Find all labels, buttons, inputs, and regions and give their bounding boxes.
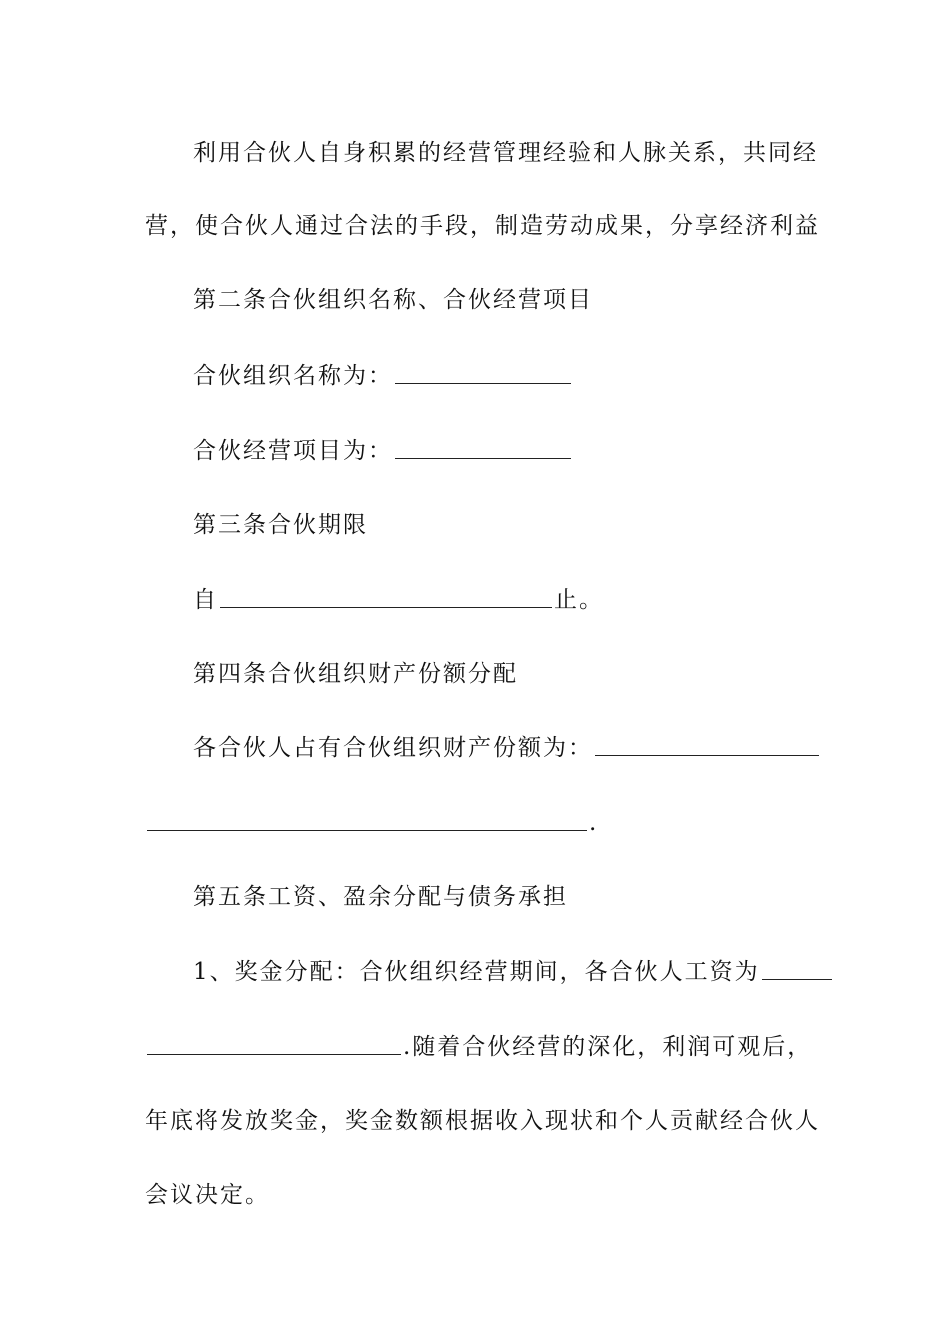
- share-label: 各合伙人占有合伙组织财产份额为：: [193, 735, 593, 761]
- share-end-mark: .: [589, 810, 599, 836]
- bonus-line2: [145, 1027, 812, 1067]
- term-period-blank[interactable]: [220, 581, 552, 608]
- bonus-line3: 年底将发放奖金，奖金数额根据收入现状和个人贡献经合伙人: [145, 1108, 820, 1134]
- article4-heading: 第四条合伙组织财产份额分配: [193, 661, 518, 687]
- org-name-blank[interactable]: [395, 357, 571, 384]
- term-from-label: 自: [193, 587, 218, 613]
- bonus-label: 1、奖金分配：合伙组织经营期间，各合伙人工资为: [193, 959, 760, 985]
- share-line-2: [145, 803, 598, 843]
- share-blank-2[interactable]: [147, 804, 587, 831]
- salary-blank-1[interactable]: [762, 953, 832, 980]
- para1-line2: 营，使合伙人通过合法的手段，制造劳动成果，分享经济利益: [145, 213, 820, 239]
- bonus-line2-text: .随着合伙经营的深化，利润可观后，: [403, 1034, 813, 1060]
- bonus-line4: 会议决定。: [145, 1182, 270, 1208]
- salary-blank-2[interactable]: [147, 1028, 401, 1055]
- org-name-label: 合伙组织名称为：: [193, 363, 393, 389]
- project-line: [193, 431, 573, 471]
- share-line: [193, 728, 821, 768]
- share-blank-1[interactable]: [595, 729, 819, 756]
- article2-heading: 第二条合伙组织名称、合伙经营项目: [193, 287, 593, 313]
- article3-heading: 第三条合伙期限: [193, 512, 368, 538]
- bonus-line1: [193, 952, 834, 992]
- project-blank[interactable]: [395, 432, 571, 459]
- term-line: [193, 580, 604, 620]
- org-name-line: [193, 356, 573, 396]
- article5-heading: 第五条工资、盈余分配与债务承担: [193, 884, 568, 910]
- project-label: 合伙经营项目为：: [193, 438, 393, 464]
- para1-line1: 利用合伙人自身积累的经营管理经验和人脉关系，共同经: [193, 140, 818, 166]
- term-to-label: 止。: [554, 587, 604, 613]
